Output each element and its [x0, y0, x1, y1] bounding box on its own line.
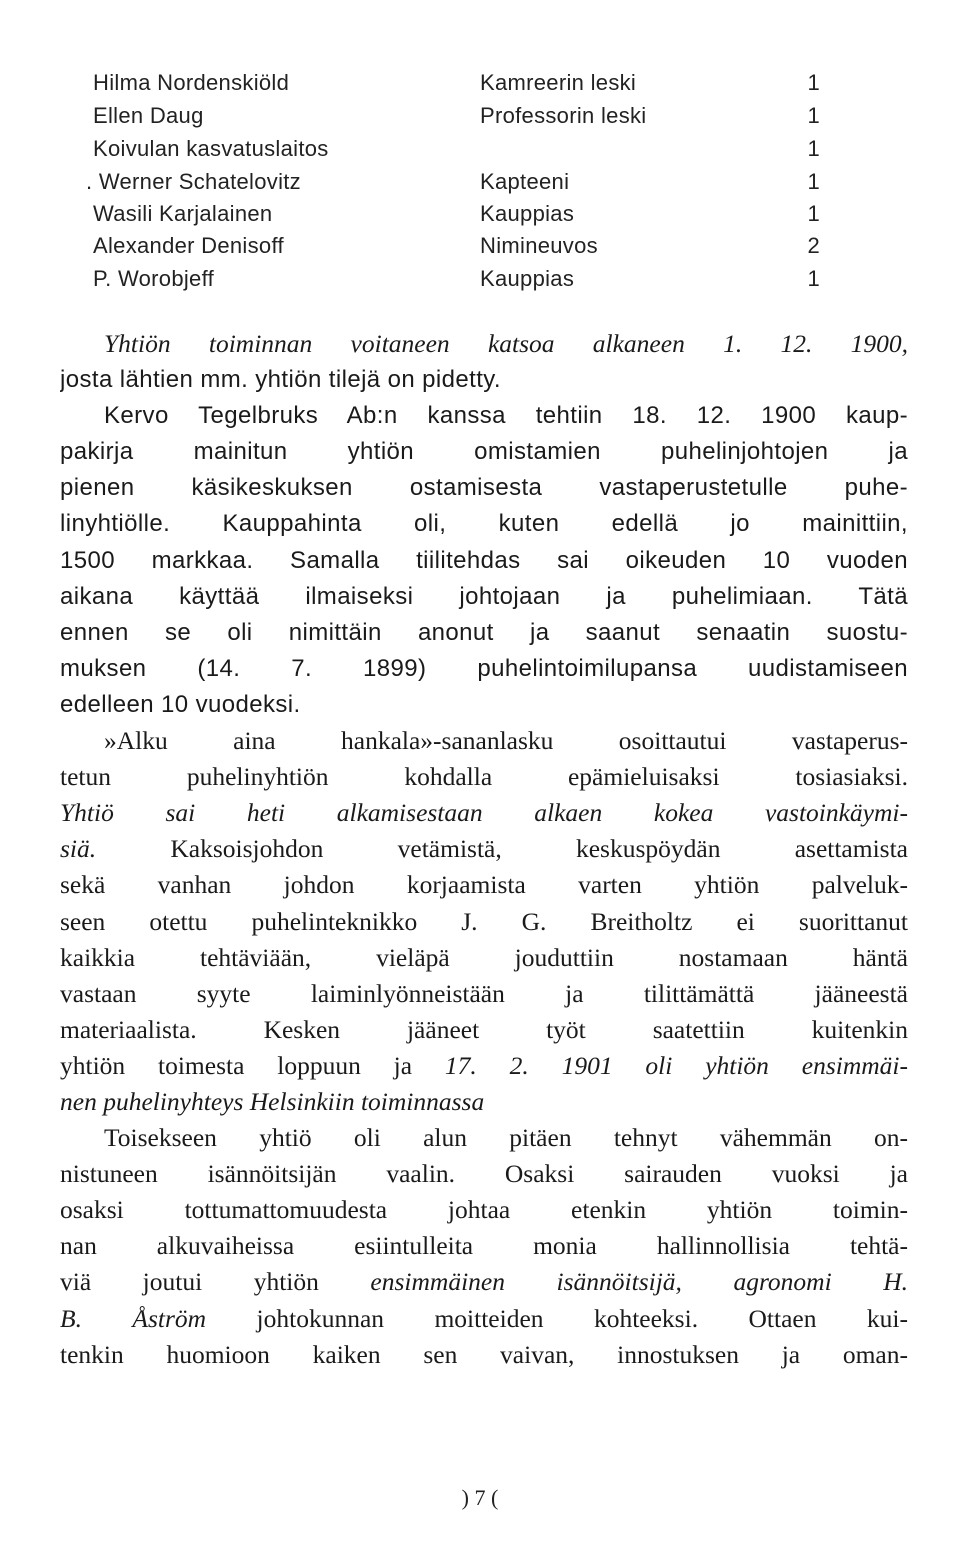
text-segment: pakirja mainitun yhtiön omistamien puhelinjohtojen ja — [60, 438, 908, 466]
list-item — [0, 136, 960, 170]
text-segment: seen otettu puhelinteknikko J. G. Breitholtz ei suorittanut — [60, 906, 908, 936]
text-segment: nistuneen isännöitsijän vaalin. Osaksi sairauden vuoksi ja — [60, 1159, 908, 1189]
text-line — [60, 1012, 908, 1048]
text-segment: muksen (14. 7. 1899) puhelintoimilupansa uudistamiseen — [60, 654, 908, 682]
list-item — [0, 70, 960, 104]
text-segment: siä. — [60, 834, 97, 864]
page-number: ) 7 ( — [461, 1485, 499, 1510]
shareholder-name: Ellen Daug — [93, 103, 204, 128]
text-line — [60, 326, 908, 362]
shareholder-count: 1 — [807, 266, 820, 291]
shareholder-title: Kamreerin leski — [480, 70, 637, 95]
text-line — [60, 867, 908, 903]
text-segment: Toisekseen yhtiö oli alun pitäen tehnyt vähemmän on- — [104, 1123, 908, 1153]
text-segment: »Alku aina hankala»-sananlasku osoittautui vastaperus- — [104, 726, 908, 756]
list-item — [0, 103, 960, 137]
shareholder-title: Kauppias — [480, 266, 575, 291]
text-line — [60, 1228, 908, 1264]
text-segment: osaksi tottumattomuudesta johtaa etenkin yhtiön toimin- — [60, 1195, 908, 1225]
text-line — [60, 1337, 908, 1373]
text-line — [60, 1192, 908, 1228]
shareholder-count: 1 — [807, 169, 820, 194]
text-segment: linyhtiölle. Kauppahinta oli, kuten edellä jo mainittiin, — [60, 510, 908, 538]
text-segment: josta lähtien mm. yhtiön tilejä on pidetty. — [60, 366, 501, 394]
text-segment: vastaan syyte laiminlyönneistään ja tilittämättä jääneestä — [60, 978, 908, 1008]
shareholder-count: 1 — [807, 70, 820, 95]
shareholder-name: . Werner Schatelovitz — [86, 169, 301, 194]
shareholder-name: Alexander Denisoff — [93, 233, 284, 258]
text-segment: nan alkuvaiheissa esiintulleita monia hallinnollisia tehtä- — [60, 1231, 908, 1261]
text-segment: edelleen 10 vuodeksi. — [60, 690, 301, 718]
text-segment: 1500 markkaa. Samalla tiilitehdas sai oikeuden 10 vuoden — [60, 546, 908, 574]
body-text — [60, 326, 908, 1373]
text-line — [60, 398, 908, 434]
text-line — [60, 1084, 908, 1120]
text-line — [60, 615, 908, 651]
text-segment: Yhtiö sai heti alkamisestaan alkaen kokea vastoinkäymi- — [60, 798, 908, 828]
text-line — [60, 470, 908, 506]
text-line — [60, 687, 908, 723]
shareholder-name: Wasili Karjalainen — [93, 201, 273, 226]
text-line — [60, 434, 908, 470]
shareholder-title: Kauppias — [480, 201, 575, 226]
text-line — [60, 1301, 908, 1337]
text-line — [60, 723, 908, 759]
shareholder-count: 2 — [807, 233, 820, 258]
shareholder-title: Nimineuvos — [480, 233, 598, 258]
shareholder-title: Professorin leski — [480, 103, 647, 128]
text-line — [60, 759, 908, 795]
text-segment: Yhtiön toiminnan voitaneen katsoa alkaneen 1. 12. 1900, — [104, 329, 908, 358]
text-line — [60, 976, 908, 1012]
text-line — [60, 1048, 908, 1084]
text-segment: ennen se oli nimittäin anonut ja saanut senaatin suostu- — [60, 618, 908, 646]
text-segment: Kervo Tegelbruks Ab:n kanssa tehtiin 18. 12. 1900 kaup- — [104, 402, 908, 430]
text-segment: yhtiön toimesta loppuun ja — [60, 1050, 445, 1080]
shareholder-name: Hilma Nordenskiöld — [93, 70, 290, 95]
list-item — [0, 233, 960, 267]
text-line — [60, 1264, 908, 1300]
text-segment: ensimmäinen isännöitsijä, agronomi H. — [370, 1267, 908, 1297]
shareholder-count: 1 — [807, 201, 820, 226]
text-segment: materiaalista. Kesken jääneet työt saatettiin kuitenkin — [60, 1014, 908, 1044]
text-line — [60, 1156, 908, 1192]
text-segment: tenkin huomioon kaiken sen vaivan, innostuksen ja oman- — [60, 1339, 908, 1369]
text-line — [60, 795, 908, 831]
text-segment: sekä vanhan johdon korjaamista varten yhtiön palveluk- — [60, 870, 908, 900]
shareholder-count: 1 — [807, 136, 820, 161]
text-segment: nen puhelinyhteys Helsinkiin toiminnassa — [60, 1086, 485, 1116]
shareholder-name: Koivulan kasvatuslaitos — [93, 136, 329, 161]
text-line — [60, 579, 908, 615]
text-line — [60, 651, 908, 687]
text-segment: kaikkia tehtäviään, vieläpä jouduttiin nostamaan häntä — [60, 942, 908, 972]
list-item — [0, 201, 960, 235]
text-line — [60, 1120, 908, 1156]
text-line — [60, 506, 908, 542]
text-line — [60, 831, 908, 867]
text-segment: Kaksoisjohdon vetämistä, keskuspöydän asettamista — [96, 834, 908, 864]
text-segment: tetun puhelinyhtiön kohdalla epämieluisaksi tosiasiaksi. — [60, 762, 908, 792]
text-line — [60, 543, 908, 579]
text-segment: aikana käyttää ilmaiseksi johtojaan ja puhelimiaan. Tätä — [60, 582, 908, 610]
text-segment: pienen käsikeskuksen ostamisesta vastaperustetulle puhe- — [60, 474, 908, 502]
shareholder-count: 1 — [807, 103, 820, 128]
shareholder-title: Kapteeni — [480, 169, 570, 194]
text-line — [60, 362, 908, 398]
list-item — [0, 169, 960, 203]
text-segment: 17. 2. 1901 oli yhtiön ensimmäi- — [444, 1050, 908, 1080]
shareholder-name: P. Worobjeff — [93, 266, 215, 291]
text-segment: B. Åström — [60, 1303, 207, 1333]
list-item — [0, 266, 960, 300]
text-line — [60, 904, 908, 940]
text-segment: johtokunnan moitteiden kohteeksi. Ottaen kui- — [206, 1303, 908, 1333]
text-line — [60, 940, 908, 976]
text-segment: viä joutui yhtiön — [60, 1267, 371, 1297]
